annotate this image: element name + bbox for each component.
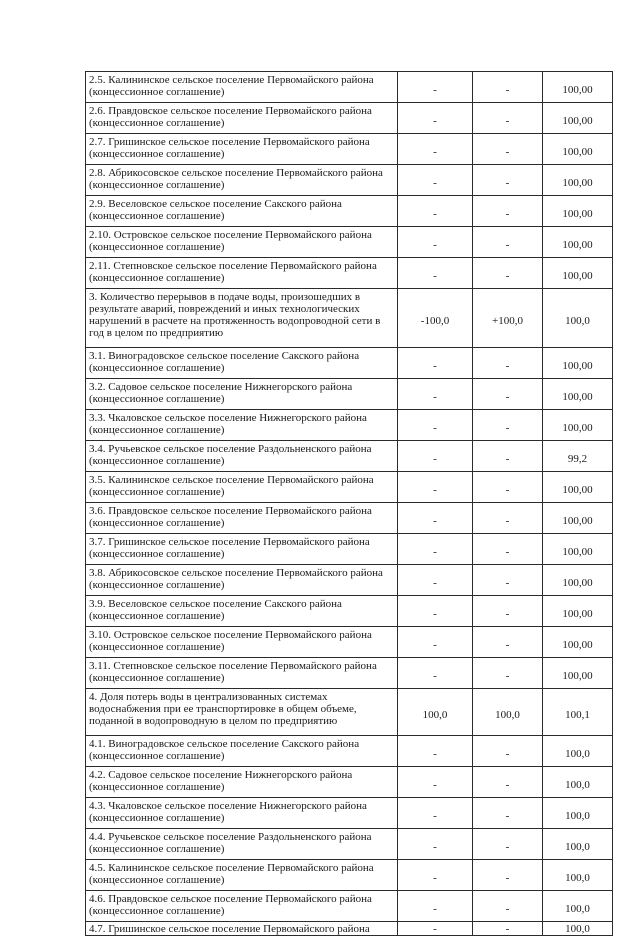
table-row — [86, 596, 613, 627]
value-cell-1: - — [398, 227, 473, 258]
value-cell-1: - — [398, 503, 473, 534]
value-cell-2: - — [473, 441, 543, 472]
table-row — [86, 134, 613, 165]
value-cell-3: 100,00 — [543, 534, 613, 565]
indicator-name-cell: 4.7. Гришинское сельское поселение Первомайского района — [86, 922, 398, 936]
value-cell-2: +100,0 — [473, 289, 543, 348]
indicator-name-cell: 2.10. Островское сельское поселение Первомайского района (концессионное соглашение) — [86, 227, 398, 258]
value-cell-2: - — [473, 379, 543, 410]
table-row — [86, 227, 613, 258]
indicator-name-cell: 2.7. Гришинское сельское поселение Первомайского района (концессионное соглашение) — [86, 134, 398, 165]
indicators-table — [85, 71, 613, 936]
value-cell-3: 100,0 — [543, 289, 613, 348]
indicator-name-cell: 3.3. Чкаловское сельское поселение Нижнегорского района (концессионное соглашение) — [86, 410, 398, 441]
indicator-name-cell: 2.11. Степновское сельское поселение Первомайского района (концессионное соглашение) — [86, 258, 398, 289]
value-cell-3: 100,00 — [543, 596, 613, 627]
indicator-name-cell: 3.11. Степновское сельское поселение Первомайского района (концессионное соглашение) — [86, 658, 398, 689]
value-cell-2: - — [473, 596, 543, 627]
value-cell-1: - — [398, 103, 473, 134]
value-cell-3: 100,00 — [543, 72, 613, 103]
indicator-name-cell: 2.6. Правдовское сельское поселение Первомайского района (концессионное соглашение) — [86, 103, 398, 134]
value-cell-3: 100,00 — [543, 227, 613, 258]
value-cell-3: 100,1 — [543, 689, 613, 736]
indicator-name-cell: 4.3. Чкаловское сельское поселение Нижнегорского района (концессионное соглашение) — [86, 798, 398, 829]
table-row — [86, 441, 613, 472]
value-cell-1: - — [398, 72, 473, 103]
table-row — [86, 658, 613, 689]
value-cell-3: 100,0 — [543, 891, 613, 922]
value-cell-3: 100,00 — [543, 565, 613, 596]
value-cell-2: - — [473, 503, 543, 534]
table-row — [86, 289, 613, 348]
value-cell-2: - — [473, 410, 543, 441]
table-row — [86, 379, 613, 410]
value-cell-2: - — [473, 658, 543, 689]
indicator-name-cell: 3.8. Абрикосовское сельское поселение Первомайского района (концессионное соглашение) — [86, 565, 398, 596]
value-cell-1: - — [398, 798, 473, 829]
value-cell-1: - — [398, 348, 473, 379]
indicator-name-cell: 3.10. Островское сельское поселение Первомайского района (концессионное соглашение) — [86, 627, 398, 658]
value-cell-2: - — [473, 227, 543, 258]
value-cell-2: - — [473, 196, 543, 227]
table-row — [86, 829, 613, 860]
value-cell-3: 100,0 — [543, 829, 613, 860]
indicator-name-cell: 3.9. Веселовское сельское поселение Сакского района (концессионное соглашение) — [86, 596, 398, 627]
value-cell-1: - — [398, 165, 473, 196]
value-cell-1: - — [398, 891, 473, 922]
value-cell-3: 100,00 — [543, 103, 613, 134]
table-row — [86, 767, 613, 798]
value-cell-3: 100,00 — [543, 472, 613, 503]
value-cell-2: - — [473, 627, 543, 658]
indicator-name-cell: 4.4. Ручьевское сельское поселение Раздольненского района (концессионное соглашение) — [86, 829, 398, 860]
indicator-name-cell: 2.5. Калининское сельское поселение Первомайского района (концессионное соглашение) — [86, 72, 398, 103]
value-cell-1: - — [398, 860, 473, 891]
table-row — [86, 196, 613, 227]
indicator-name-cell: 4.2. Садовое сельское поселение Нижнегорского района (концессионное соглашение) — [86, 767, 398, 798]
value-cell-3: 100,0 — [543, 736, 613, 767]
value-cell-3: 100,00 — [543, 379, 613, 410]
value-cell-2: - — [473, 798, 543, 829]
value-cell-1: - — [398, 196, 473, 227]
value-cell-3: 100,00 — [543, 658, 613, 689]
value-cell-3: 100,00 — [543, 258, 613, 289]
value-cell-1: - — [398, 922, 473, 936]
table-row — [86, 472, 613, 503]
value-cell-2: - — [473, 736, 543, 767]
value-cell-1: - — [398, 379, 473, 410]
table-row — [86, 627, 613, 658]
value-cell-2: - — [473, 134, 543, 165]
value-cell-2: - — [473, 767, 543, 798]
value-cell-1: - — [398, 736, 473, 767]
indicator-name-cell: 4. Доля потерь воды в централизованных системах водоснабжения при ее транспортировке в общем объеме, поданной в водопроводную в целом по предприятию — [86, 689, 398, 736]
table-row — [86, 165, 613, 196]
indicator-name-cell: 4.1. Виноградовское сельское поселение Сакского района (концессионное соглашение) — [86, 736, 398, 767]
indicator-name-cell: 2.8. Абрикосовское сельское поселение Первомайского района (концессионное соглашение) — [86, 165, 398, 196]
table-row — [86, 922, 613, 936]
value-cell-3: 100,0 — [543, 798, 613, 829]
value-cell-2: - — [473, 891, 543, 922]
indicator-name-cell: 2.9. Веселовское сельское поселение Сакского района (концессионное соглашение) — [86, 196, 398, 227]
value-cell-1: - — [398, 534, 473, 565]
table-row — [86, 72, 613, 103]
value-cell-1: - — [398, 596, 473, 627]
value-cell-1: - — [398, 441, 473, 472]
table-row — [86, 689, 613, 736]
indicator-name-cell: 3.6. Правдовское сельское поселение Первомайского района (концессионное соглашение) — [86, 503, 398, 534]
value-cell-2: - — [473, 258, 543, 289]
indicator-name-cell: 3.1. Виноградовское сельское поселение Сакского района (концессионное соглашение) — [86, 348, 398, 379]
value-cell-1: - — [398, 258, 473, 289]
value-cell-3: 100,00 — [543, 165, 613, 196]
value-cell-3: 100,00 — [543, 503, 613, 534]
value-cell-2: - — [473, 922, 543, 936]
table-row — [86, 891, 613, 922]
value-cell-2: - — [473, 472, 543, 503]
indicator-name-cell: 4.5. Калининское сельское поселение Первомайского района (концессионное соглашение) — [86, 860, 398, 891]
value-cell-1: - — [398, 134, 473, 165]
value-cell-1: - — [398, 565, 473, 596]
value-cell-3: 100,00 — [543, 196, 613, 227]
table-row — [86, 534, 613, 565]
value-cell-1: - — [398, 472, 473, 503]
table-row — [86, 503, 613, 534]
indicator-name-cell: 4.6. Правдовское сельское поселение Первомайского района (концессионное соглашение) — [86, 891, 398, 922]
table-body — [86, 72, 613, 936]
table-row — [86, 410, 613, 441]
value-cell-3: 99,2 — [543, 441, 613, 472]
value-cell-1: - — [398, 410, 473, 441]
value-cell-1: - — [398, 627, 473, 658]
value-cell-2: 100,0 — [473, 689, 543, 736]
value-cell-3: 100,0 — [543, 767, 613, 798]
table-row — [86, 860, 613, 891]
value-cell-1: - — [398, 658, 473, 689]
value-cell-2: - — [473, 829, 543, 860]
value-cell-2: - — [473, 860, 543, 891]
value-cell-1: 100,0 — [398, 689, 473, 736]
indicator-name-cell: 3.2. Садовое сельское поселение Нижнегорского района (концессионное соглашение) — [86, 379, 398, 410]
table-row — [86, 565, 613, 596]
value-cell-2: - — [473, 534, 543, 565]
table-row — [86, 258, 613, 289]
value-cell-2: - — [473, 72, 543, 103]
table-row — [86, 103, 613, 134]
indicator-name-cell: 3.5. Калининское сельское поселение Первомайского района (концессионное соглашение) — [86, 472, 398, 503]
indicator-name-cell: 3. Количество перерывов в подаче воды, произошедших в результате аварий, повреждений и иных технологических нарушений в расчете на протяженность водопроводной сети в год в целом по предприятию — [86, 289, 398, 348]
value-cell-3: 100,00 — [543, 410, 613, 441]
indicator-name-cell: 3.4. Ручьевское сельское поселение Раздольненского района (концессионное соглашение) — [86, 441, 398, 472]
value-cell-3: 100,00 — [543, 627, 613, 658]
indicator-name-cell: 3.7. Гришинское сельское поселение Первомайского района (концессионное соглашение) — [86, 534, 398, 565]
value-cell-2: - — [473, 565, 543, 596]
value-cell-2: - — [473, 165, 543, 196]
value-cell-1: - — [398, 767, 473, 798]
table-row — [86, 798, 613, 829]
table-row — [86, 736, 613, 767]
value-cell-3: 100,0 — [543, 922, 613, 936]
table-row — [86, 348, 613, 379]
value-cell-1: -100,0 — [398, 289, 473, 348]
value-cell-2: - — [473, 103, 543, 134]
value-cell-1: - — [398, 829, 473, 860]
value-cell-3: 100,00 — [543, 348, 613, 379]
value-cell-3: 100,00 — [543, 134, 613, 165]
value-cell-3: 100,0 — [543, 860, 613, 891]
value-cell-2: - — [473, 348, 543, 379]
